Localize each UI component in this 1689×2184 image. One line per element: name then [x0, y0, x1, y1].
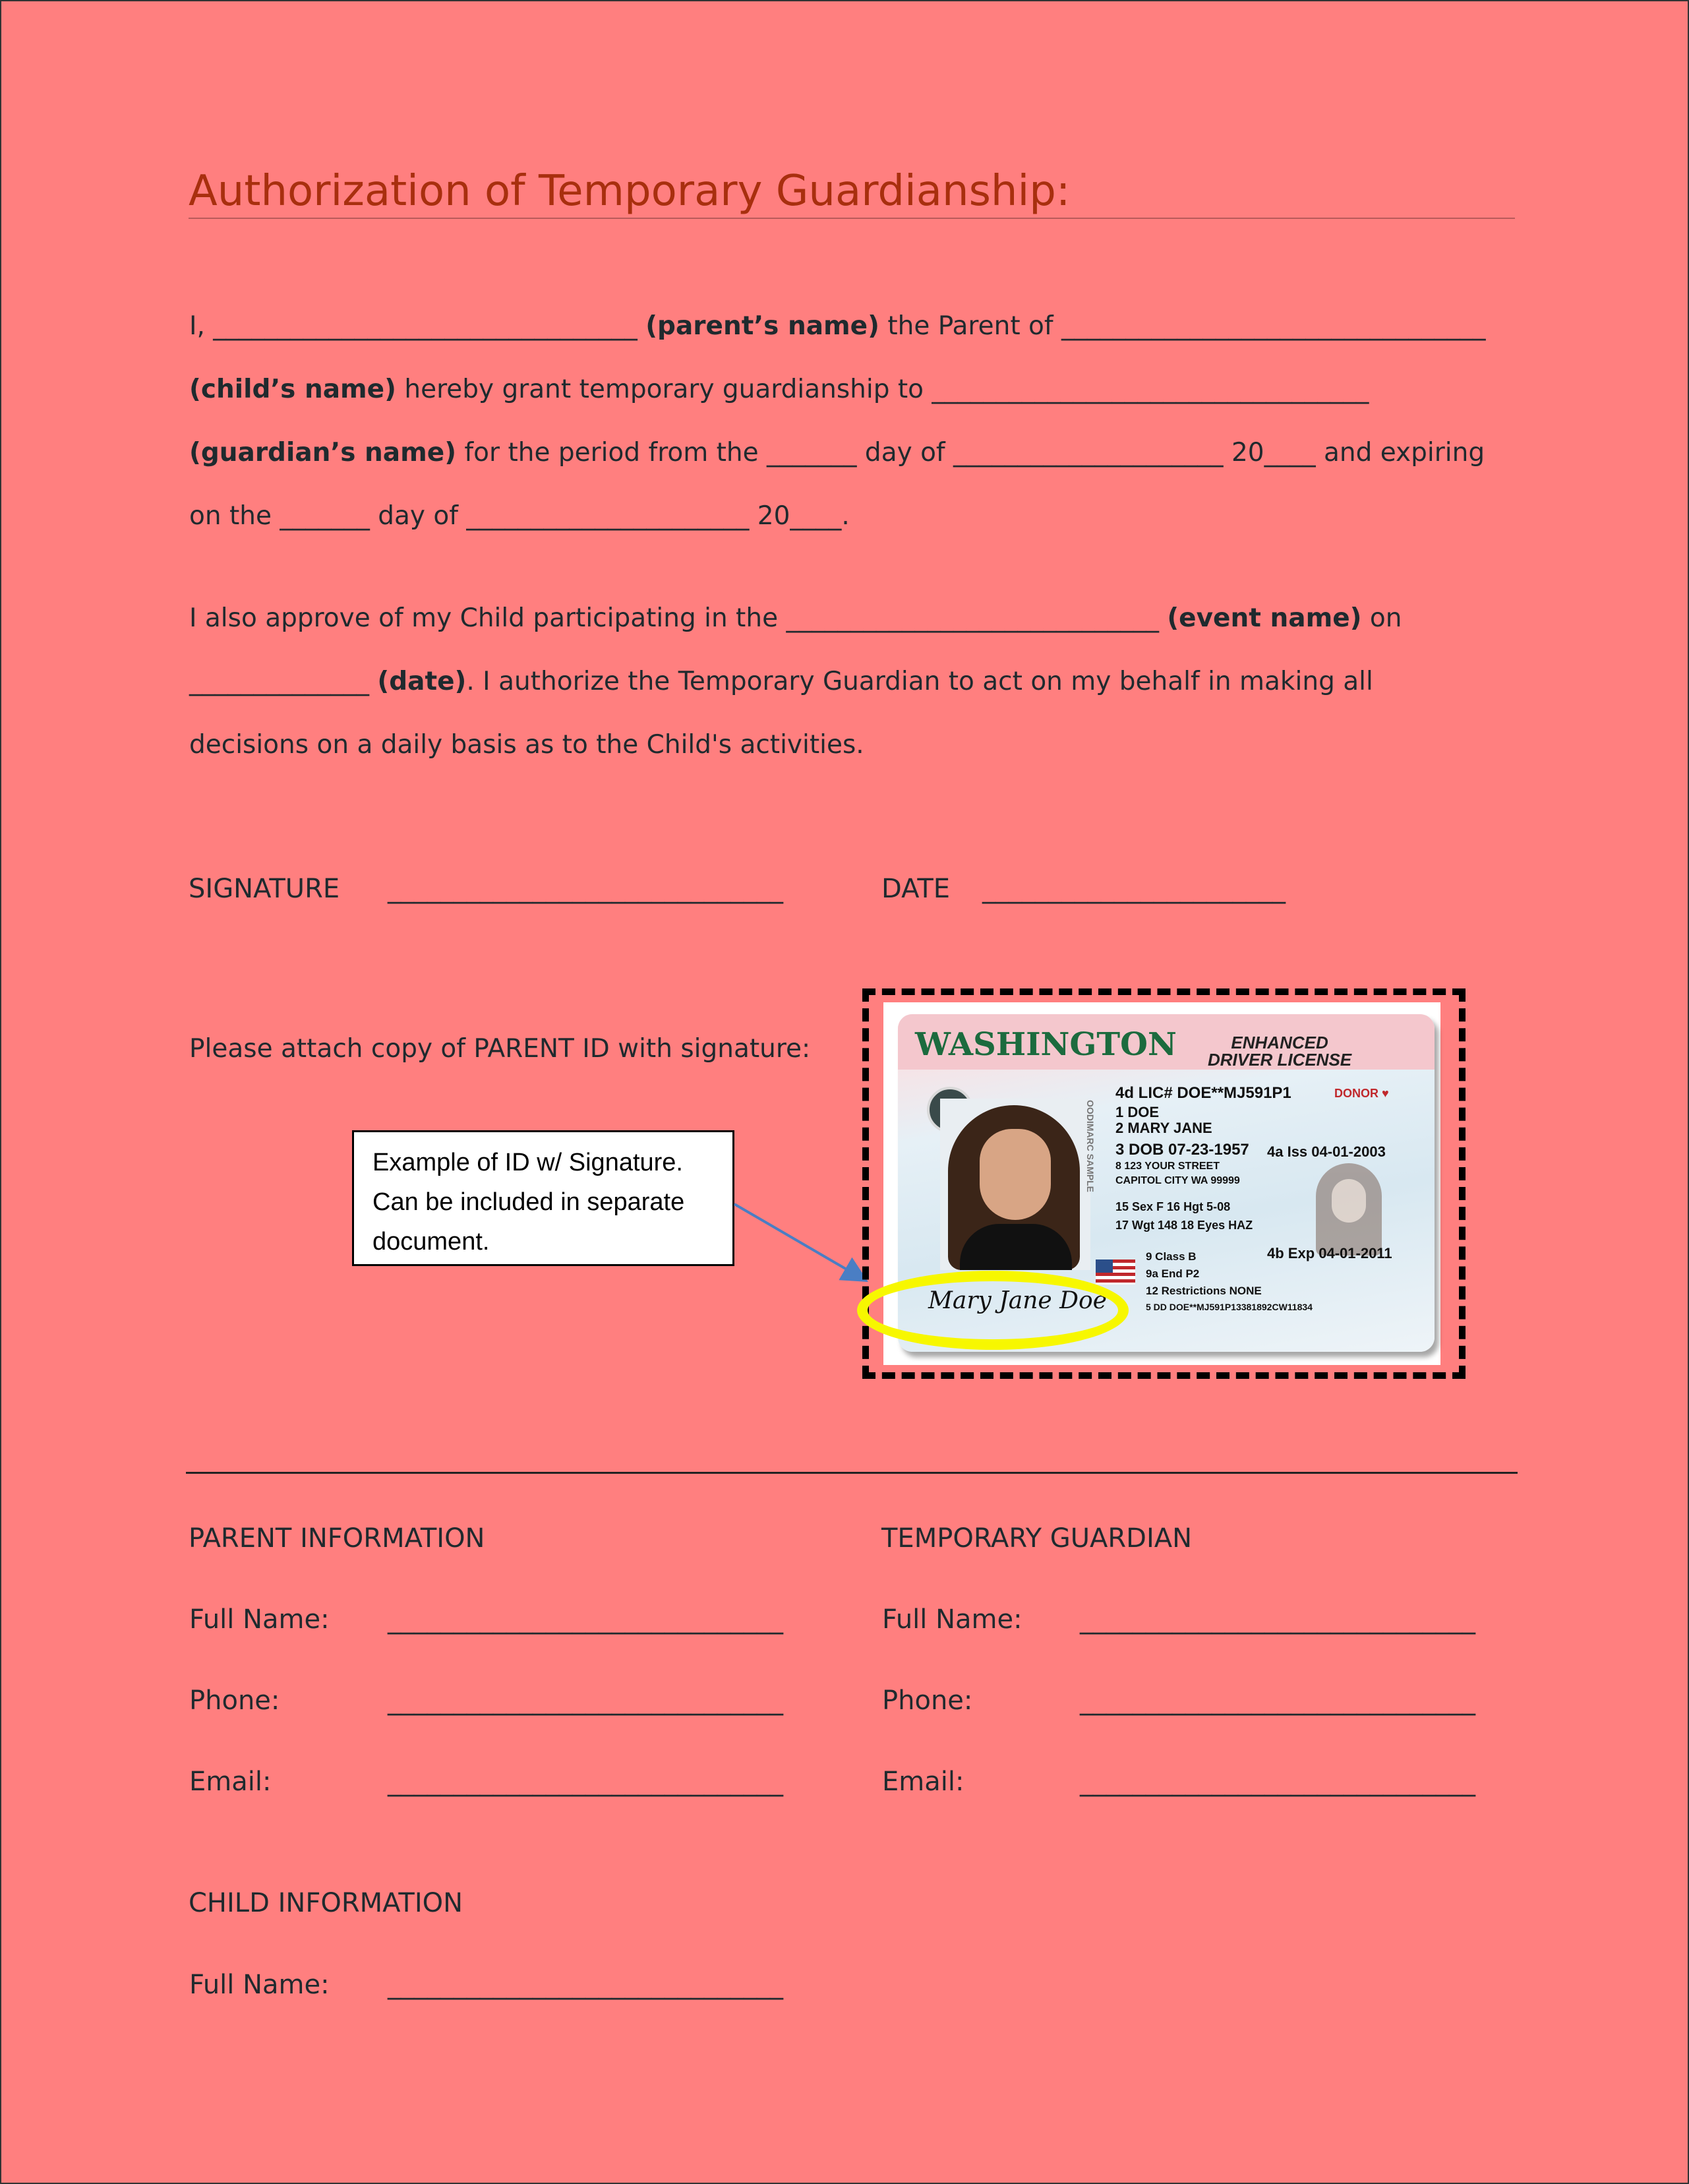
id-issue-date: 4a Iss 04-01-2003 — [1267, 1143, 1386, 1160]
id-side-text: OODIMARC SAMPLE — [1085, 1100, 1096, 1192]
guardian-email-label: Email: — [882, 1767, 964, 1797]
guardian-full-name-label: Full Name: — [882, 1604, 1022, 1635]
event-date-blank[interactable]: ______________ — [189, 667, 378, 696]
section-divider — [186, 1472, 1518, 1474]
us-flag-icon — [1096, 1259, 1135, 1285]
id-restrictions: 12 Restrictions NONE — [1146, 1285, 1262, 1297]
id-expiry: 4b Exp 04-01-2011 — [1267, 1245, 1392, 1261]
id-endorsements: 9a End P2 — [1146, 1267, 1200, 1280]
date-line[interactable]: _______________________ — [982, 874, 1286, 904]
parent-email-label: Email: — [189, 1767, 272, 1797]
period-end-blanks[interactable]: on the _______ day of ______________________ 20____. — [189, 501, 850, 531]
signature-line[interactable]: ______________________________ — [388, 874, 783, 904]
id-photo — [940, 1099, 1090, 1270]
parent-email-line[interactable]: ______________________________ — [388, 1767, 783, 1797]
guardian-full-name-line[interactable]: ______________________________ — [1080, 1604, 1475, 1635]
child-name-blank[interactable]: the Parent of _________________________________ — [879, 311, 1486, 341]
child-info-heading: CHILD INFORMATION — [189, 1888, 463, 1918]
parent-full-name-label: Full Name: — [189, 1604, 330, 1635]
parent-phone-line[interactable]: ______________________________ — [388, 1685, 783, 1716]
guardian-email-line[interactable]: ______________________________ — [1080, 1767, 1475, 1797]
id-signature: Mary Jane Doe — [928, 1287, 1107, 1314]
parent-phone-label: Phone: — [189, 1685, 280, 1716]
event-name-hint: (event name) — [1167, 603, 1362, 633]
id-state: WASHINGTON — [915, 1026, 1177, 1063]
id-license-number: 4d LIC# DOE**MJ591P1 — [1115, 1084, 1291, 1102]
child-name-hint: (child’s name) — [189, 375, 396, 404]
child-full-name-label: Full Name: — [189, 1970, 330, 2000]
event-name-blank[interactable]: I also approve of my Child participating in the _____________________________ — [189, 603, 1168, 633]
guardian-phone-label: Phone: — [882, 1685, 973, 1716]
child-full-name-line[interactable]: ______________________________ — [388, 1970, 783, 2000]
attach-id-instruction: Please attach copy of PARENT ID with signature: — [189, 1034, 811, 1064]
parent-full-name-line[interactable]: ______________________________ — [388, 1604, 783, 1635]
id-class: 9 Class B — [1146, 1250, 1197, 1263]
guardian-name-blank[interactable]: hereby grant temporary guardianship to __________________________________ — [396, 375, 1369, 404]
authorization-text-end: decisions on a daily basis as to the Child's activities. — [189, 730, 864, 760]
signature-highlight-ring — [857, 1271, 1129, 1350]
id-address-2: CAPITOL CITY WA 99999 — [1115, 1175, 1240, 1186]
id-last-name: 1 DOE — [1115, 1104, 1160, 1120]
id-type-line-2: DRIVER LICENSE — [1208, 1050, 1352, 1070]
page-title: Authorization of Temporary Guardianship: — [189, 167, 1071, 216]
guardian-name-hint: (guardian’s name) — [189, 438, 457, 468]
paragraph-2-text: on — [1361, 603, 1402, 633]
parent-name-hint: (parent’s name) — [645, 311, 879, 341]
signature-label: SIGNATURE — [189, 874, 340, 904]
id-sex-height: 15 Sex F 16 Hgt 5-08 — [1115, 1200, 1231, 1213]
id-ghost-photo — [1309, 1159, 1388, 1258]
donor-badge: DONOR ♥ — [1334, 1087, 1389, 1100]
id-type — [1208, 1034, 1351, 1068]
guardian-phone-line[interactable]: ______________________________ — [1080, 1685, 1475, 1716]
guardian-info-heading: TEMPORARY GUARDIAN — [881, 1523, 1193, 1554]
id-example-callout: Example of ID w/ Signature. Can be included in separate document. — [352, 1130, 734, 1266]
photo-face — [980, 1129, 1051, 1220]
event-date-hint: (date) — [377, 667, 467, 696]
period-start-blanks[interactable]: for the period from the _______ day of _____________________ 20____ and expiring — [456, 438, 1485, 468]
photo-body — [960, 1224, 1072, 1270]
parent-name-blank[interactable]: I, _________________________________ — [189, 311, 646, 341]
id-weight-eyes: 17 Wgt 148 18 Eyes HAZ — [1115, 1219, 1253, 1232]
id-type-line-1: ENHANCED — [1231, 1033, 1328, 1052]
parent-info-heading: PARENT INFORMATION — [189, 1523, 485, 1554]
id-address-1: 8 123 YOUR STREET — [1115, 1161, 1220, 1172]
id-dob: 3 DOB 07-23-1957 — [1115, 1141, 1249, 1159]
id-document-discriminator: 5 DD DOE**MJ591P13381892CW11834 — [1146, 1302, 1313, 1312]
date-label: DATE — [881, 874, 951, 904]
authorization-text: . I authorize the Temporary Guardian to act on my behalf in making all — [466, 667, 1373, 696]
id-first-name: 2 MARY JANE — [1115, 1120, 1212, 1136]
